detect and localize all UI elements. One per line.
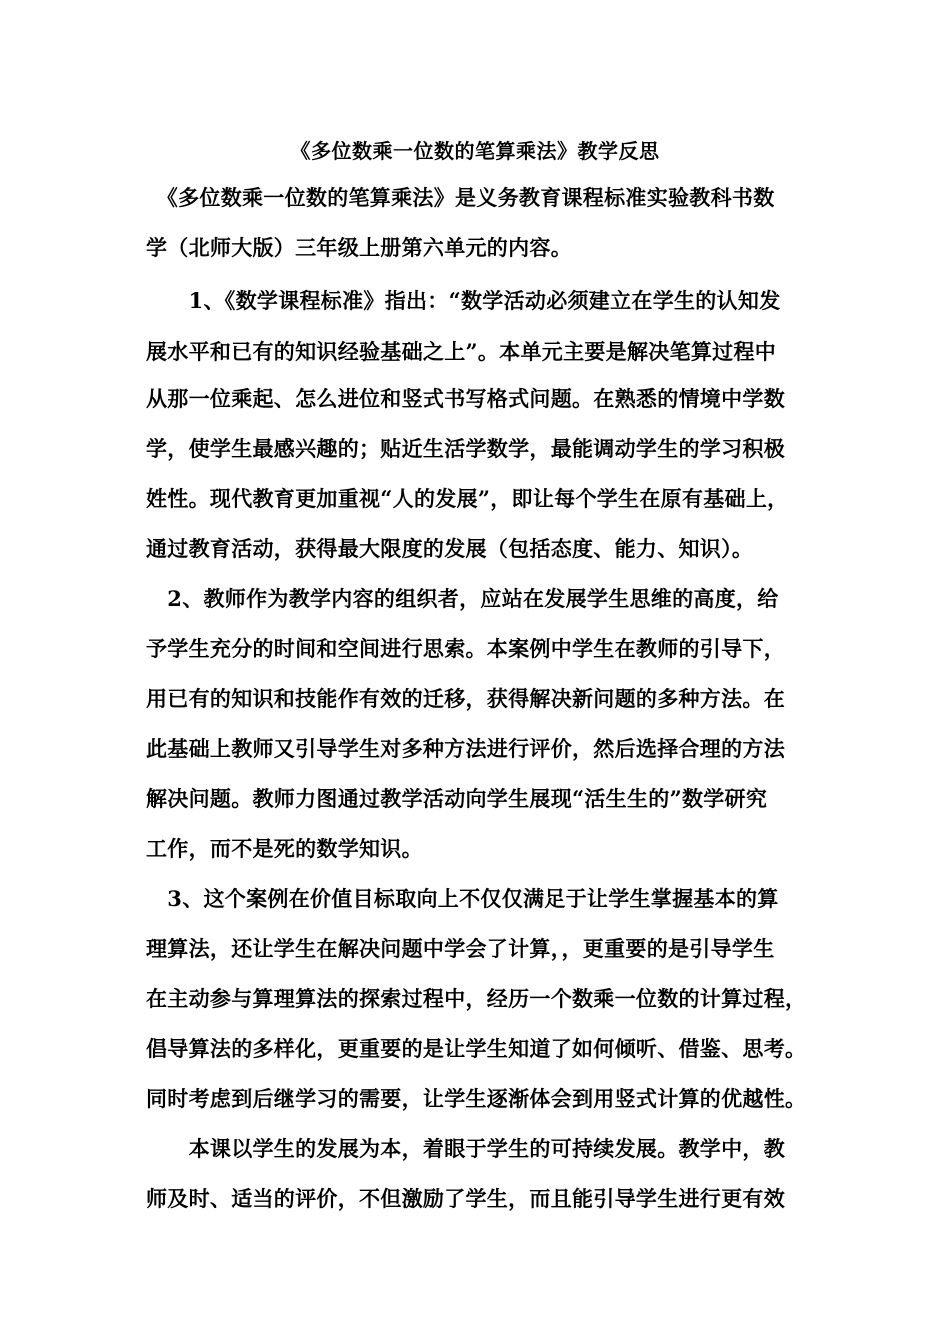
text-line: 理算法，还让学生在解决问题中学会了计算，，更重要的是引导学生 [146,936,775,961]
text-line: 展水平和已有的知识经验基础之上”。本单元主要是解决笔算过程中 [146,339,777,364]
document-title: 《多位数乘一位数的笔算乘法》教学反思 [290,139,660,163]
text-line: 2、教师作为教学内容的组织者，应站在发展学生思维的高度，给 [146,586,779,611]
text-line: 工作，而不是死的数学知识。 [146,836,423,861]
text-line: 同时考虑到后继学习的需要，让学生逐渐体会到用竖式计算的优越性。 [146,1086,807,1111]
text-line: 此基础上教师又引导学生对多种方法进行评价，然后选择合理的方法 [146,736,785,761]
text-line: 1、《数学课程标准》指出：“数学活动必须建立在学生的认知发 [146,288,781,313]
text-line: 《多位数乘一位数的笔算乘法》是义务教育课程标准实验教科书数 [146,185,775,210]
text-line: 3、这个案例在价值目标取向上不仅仅满足于让学生掌握基本的算 [146,886,779,911]
text-line: 用已有的知识和技能作有效的迁移，获得解决新问题的多种方法。在 [146,686,785,711]
text-line: 通过教育活动，获得最大限度的发展（包括态度、能力、知识）。 [146,536,754,561]
text-line: 学（北师大版）三年级上册第六单元的内容。 [146,235,572,260]
text-line: 本课以学生的发展为本，着眼于学生的可持续发展。教学中，教 [146,1136,785,1161]
text-line: 从那一位乘起、怎么进位和竖式书写格式问题。在熟悉的情境中学数 [146,386,785,411]
text-line: 师及时、适当的评价，不但激励了学生，而且能引导学生进行更有效 [146,1186,785,1211]
text-line: 在主动参与算理算法的探索过程中，经历一个数乘一位数的计算过程， [146,986,807,1011]
text-line: 倡导算法的多样化，更重要的是让学生知道了如何倾听、借鉴、思考。 [146,1036,807,1061]
text-line: 解决问题。教师力图通过教学活动向学生展现“活生生的”数学研究 [146,786,768,811]
text-line: 予学生充分的时间和空间进行思索。本案例中学生在教师的引导下， [146,636,785,661]
text-line: 姓性。现代教育更加重视“人的发展”，即让每个学生在原有基础上， [146,486,789,511]
text-line: 学，使学生最感兴趣的；贴近生活学数学，最能调动学生的学习积极 [146,436,785,461]
